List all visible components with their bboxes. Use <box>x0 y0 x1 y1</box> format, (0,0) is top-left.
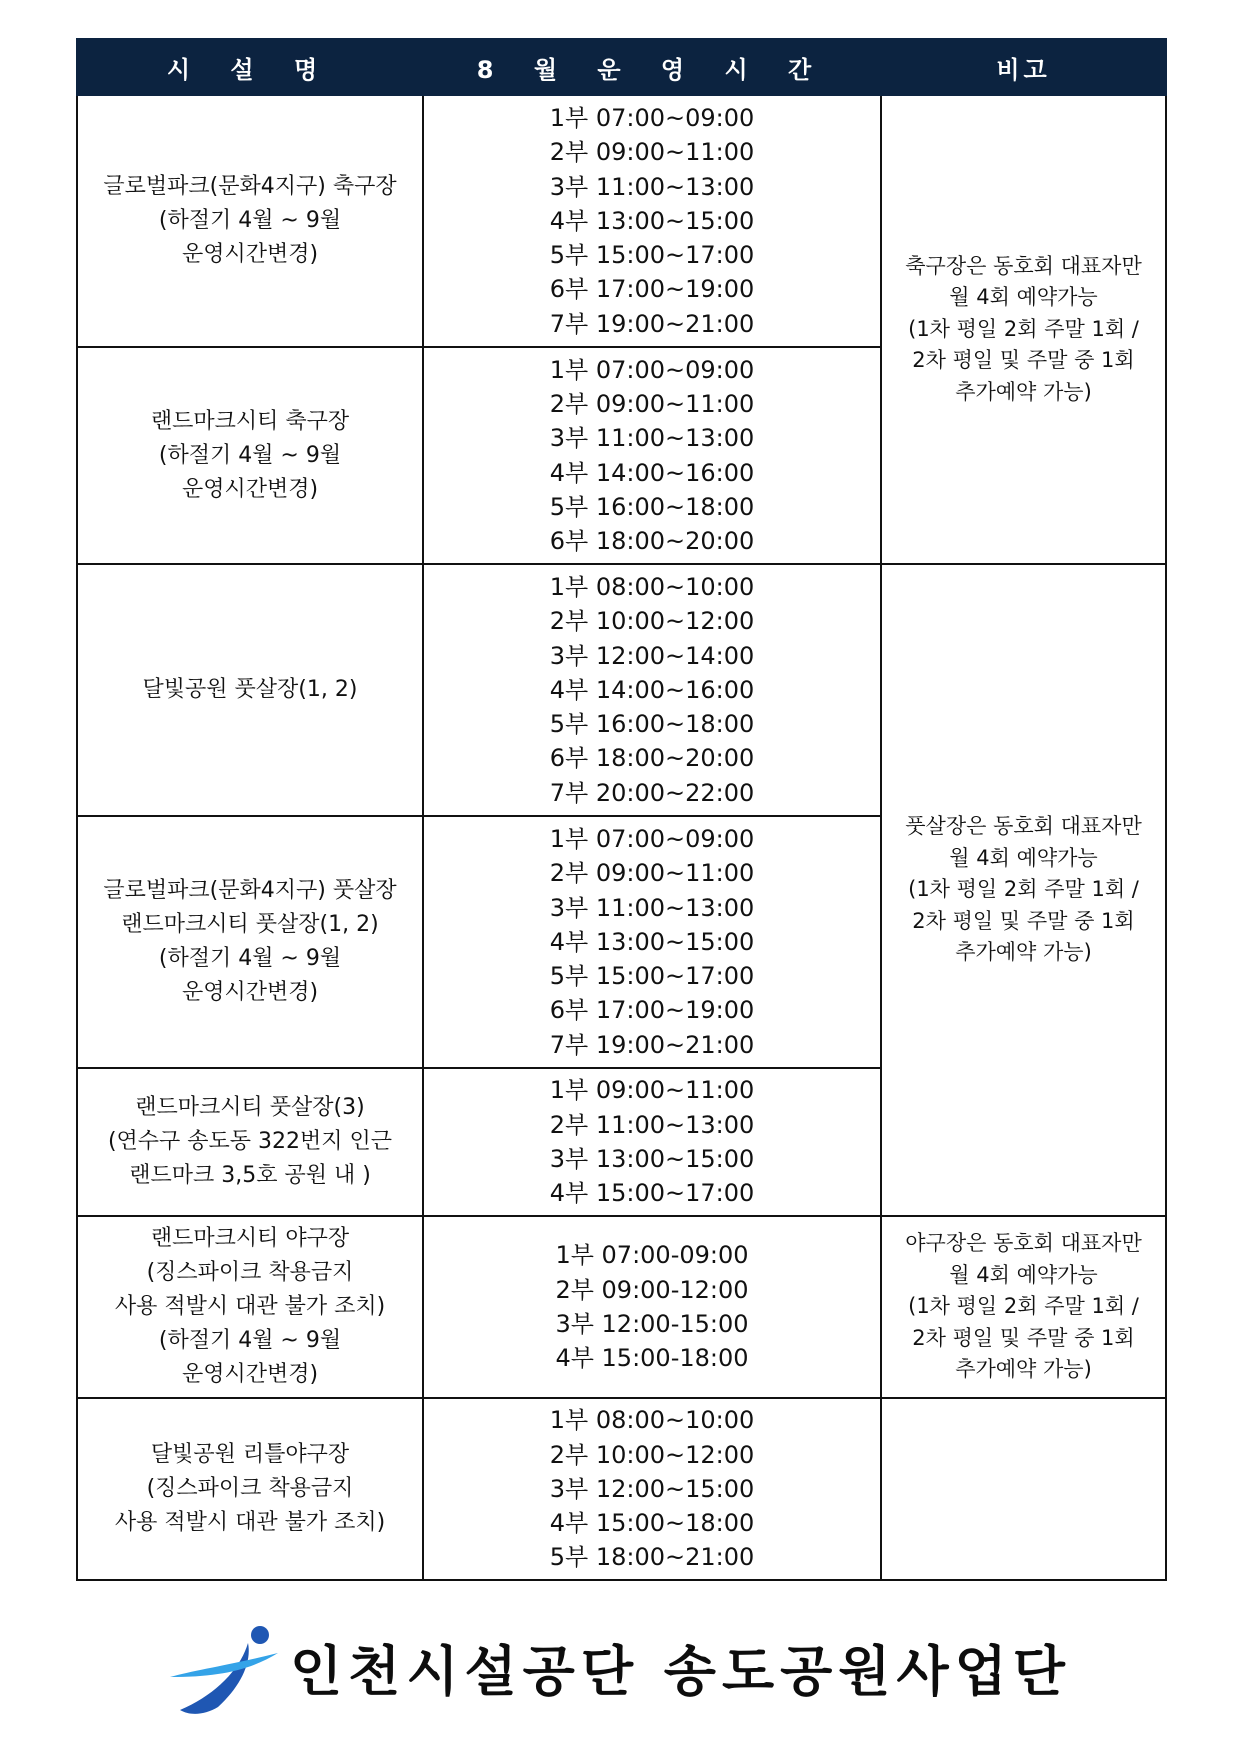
hours-cell: 1부 09:00~11:00 2부 11:00~13:00 3부 13:00~15:00 4부 15:00~17:00 <box>423 1068 881 1216</box>
note-cell-empty <box>881 1398 1166 1580</box>
facility-header: 시 설 명 <box>77 39 423 95</box>
facility-cell: 랜드마크시티 축구장 (하절기 4월 ~ 9월 운영시간변경) <box>77 347 423 564</box>
footer-logo <box>160 1615 1090 1725</box>
hours-header: 8 월 운 영 시 간 <box>423 39 881 95</box>
table-row <box>77 95 1166 347</box>
facility-cell: 달빛공원 풋살장(1, 2) <box>77 564 423 816</box>
facility-cell: 글로벌파크(문화4지구) 축구장 (하절기 4월 ~ 9월 운영시간변경) <box>77 95 423 347</box>
facility-cell: 랜드마크시티 야구장 (징스파이크 착용금지 사용 적발시 대관 불가 조치) (하절기 4월 ~ 9월 운영시간변경) <box>77 1216 423 1398</box>
table-row <box>77 1216 1166 1398</box>
swoosh-logo-icon <box>160 1615 290 1725</box>
table-row <box>77 1398 1166 1580</box>
facility-cell: 글로벌파크(문화4지구) 풋살장 랜드마크시티 풋살장(1, 2) (하절기 4월 ~ 9월 운영시간변경) <box>77 816 423 1068</box>
schedule-table <box>76 38 1167 1581</box>
hours-cell: 1부 07:00~09:00 2부 09:00~11:00 3부 11:00~13:00 4부 13:00~15:00 5부 15:00~17:00 6부 17:00~19:00 7부 19:00~21:00 <box>423 816 881 1068</box>
note-header: 비고 <box>881 39 1166 95</box>
logo-text: 인천시설공단 송도공원사업단 <box>290 1640 1071 1703</box>
note-cell-soccer: 축구장은 동호회 대표자만 월 4회 예약가능 (1차 평일 2회 주말 1회 / 2차 평일 및 주말 중 1회 추가예약 가능) <box>881 95 1166 564</box>
hours-cell: 1부 07:00~09:00 2부 09:00~11:00 3부 11:00~13:00 4부 14:00~16:00 5부 16:00~18:00 6부 18:00~20:00 <box>423 347 881 564</box>
note-cell-baseball: 야구장은 동호회 대표자만 월 4회 예약가능 (1차 평일 2회 주말 1회 / 2차 평일 및 주말 중 1회 추가예약 가능) <box>881 1216 1166 1398</box>
hours-cell: 1부 07:00-09:00 2부 09:00-12:00 3부 12:00-15:00 4부 15:00-18:00 <box>423 1216 881 1398</box>
hours-cell: 1부 08:00~10:00 2부 10:00~12:00 3부 12:00~15:00 4부 15:00~18:00 5부 18:00~21:00 <box>423 1398 881 1580</box>
note-cell-futsal: 풋살장은 동호회 대표자만 월 4회 예약가능 (1차 평일 2회 주말 1회 / 2차 평일 및 주말 중 1회 추가예약 가능) <box>881 564 1166 1216</box>
table-row <box>77 564 1166 816</box>
hours-cell: 1부 08:00~10:00 2부 10:00~12:00 3부 12:00~14:00 4부 14:00~16:00 5부 16:00~18:00 6부 18:00~20:00 7부 20:00~22:00 <box>423 564 881 816</box>
hours-cell: 1부 07:00~09:00 2부 09:00~11:00 3부 11:00~13:00 4부 13:00~15:00 5부 15:00~17:00 6부 17:00~19:00 7부 19:00~21:00 <box>423 95 881 347</box>
header-row <box>77 39 1166 95</box>
facility-cell: 랜드마크시티 풋살장(3) (연수구 송도동 322번지 인근 랜드마크 3,5호 공원 내 ) <box>77 1068 423 1216</box>
facility-cell: 달빛공원 리틀야구장 (징스파이크 착용금지 사용 적발시 대관 불가 조치) <box>77 1398 423 1580</box>
